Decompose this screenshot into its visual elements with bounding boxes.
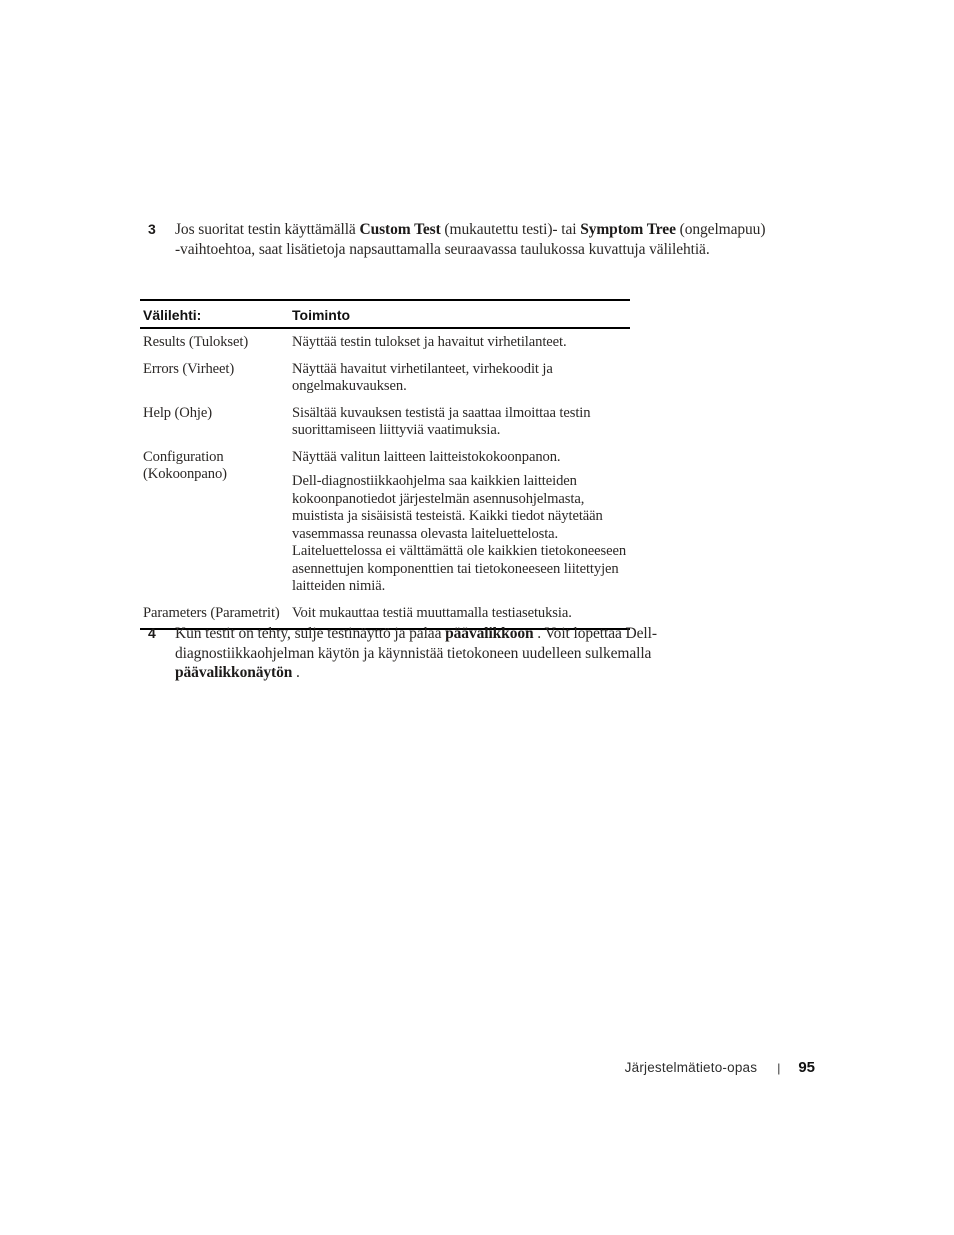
- step-4-segment: . Voit lopettaa Dell-diagnostiikkaohjelman käytön ja käynnistää tietokoneen uudelleen sulkemalla: [175, 625, 657, 662]
- desc-paragraph: Näyttää testin tulokset ja havaitut virhetilanteet.: [292, 334, 567, 350]
- table-row: [140, 444, 630, 600]
- table-header-row: [140, 300, 630, 328]
- step-4-segment: Kun testit on tehty, sulje testinäyttö ja palaa: [175, 625, 446, 642]
- table-row: [140, 400, 630, 444]
- tab-desc-cell: [292, 328, 630, 356]
- step-4-bold-paavalikkonayton: päävalikkonäytön: [175, 664, 293, 681]
- desc-paragraph: Sisältää kuvauksen testistä ja saattaa ilmoittaa testin suorittamiseen liittyviä vaatimuksia.: [292, 404, 591, 438]
- step-3-segment: (mukautettu testi)- tai: [440, 221, 581, 238]
- step-4: [148, 624, 676, 683]
- footer-page-number: 95: [798, 1059, 815, 1076]
- tab-desc-cell: [292, 356, 630, 400]
- step-3: [148, 220, 766, 259]
- desc-paragraph: Näyttää havaitut virhetilanteet, virhekoodit ja ongelmakuvauksen.: [292, 360, 553, 394]
- table-row: [140, 356, 630, 400]
- column-header-valilehti: Välilehti:: [140, 300, 292, 328]
- step-4-segment: .: [292, 664, 300, 681]
- step-3-segment: Jos suoritat testin käyttämällä: [175, 221, 360, 238]
- step-3-text: [175, 220, 766, 259]
- step-4-text: [175, 624, 676, 683]
- table-row: [140, 328, 630, 356]
- step-3-bold-custom-test: Custom Test: [359, 221, 441, 238]
- column-header-toiminto: Toiminto: [292, 300, 630, 328]
- tabs-table: [140, 299, 630, 630]
- tab-name-cell: Results (Tulokset): [143, 334, 249, 350]
- step-4-bold-paavalikkoon: päävalikkoon: [445, 625, 534, 642]
- tab-name-cell: Help (Ohje): [143, 404, 213, 421]
- tabs-table-header: [140, 300, 630, 328]
- step-3-bold-symptom-tree: Symptom Tree: [580, 221, 676, 238]
- tab-desc-cell: [292, 444, 630, 600]
- step-4-number: 4: [148, 625, 156, 641]
- tab-desc-cell: [292, 400, 630, 444]
- tab-name-cell: Errors (Virheet): [143, 360, 235, 377]
- desc-paragraph: Dell-diagnostiikkaohjelma saa kaikkien laitteiden kokoonpanotiedot järjestelmän asennusohjelmasta, muistista ja sisäisistä testeistä. Kaikki tiedot näytetään vasemmassa reunassa olevasta laiteluettelosta. Laiteluettelossa ei välttämättä ole kaikkien tietokoneeseen asennettujen komponenttien tai tietokoneeseen liitettyjen laitteiden nimiä.: [292, 473, 627, 594]
- page-footer: [625, 1059, 815, 1076]
- footer-doc-title: Järjestelmätieto-opas: [624, 1060, 758, 1075]
- step-3-number: 3: [148, 221, 156, 237]
- step-3-segment: (ongelmapuu) -vaihtoehtoa, saat lisätietoja napsauttamalla seuraavassa taulukossa kuvattuja välilehtiä.: [175, 221, 766, 258]
- desc-paragraph: Näyttää valitun laitteen laitteistokokoonpanon.: [292, 448, 561, 465]
- tab-name-cell: Configuration (Kokoonpano): [143, 448, 227, 482]
- footer-separator: |: [777, 1061, 781, 1075]
- tab-name-cell: Parameters (Parametrit): [143, 604, 280, 621]
- desc-paragraph: Voit mukauttaa testiä muuttamalla testiasetuksia.: [292, 604, 572, 621]
